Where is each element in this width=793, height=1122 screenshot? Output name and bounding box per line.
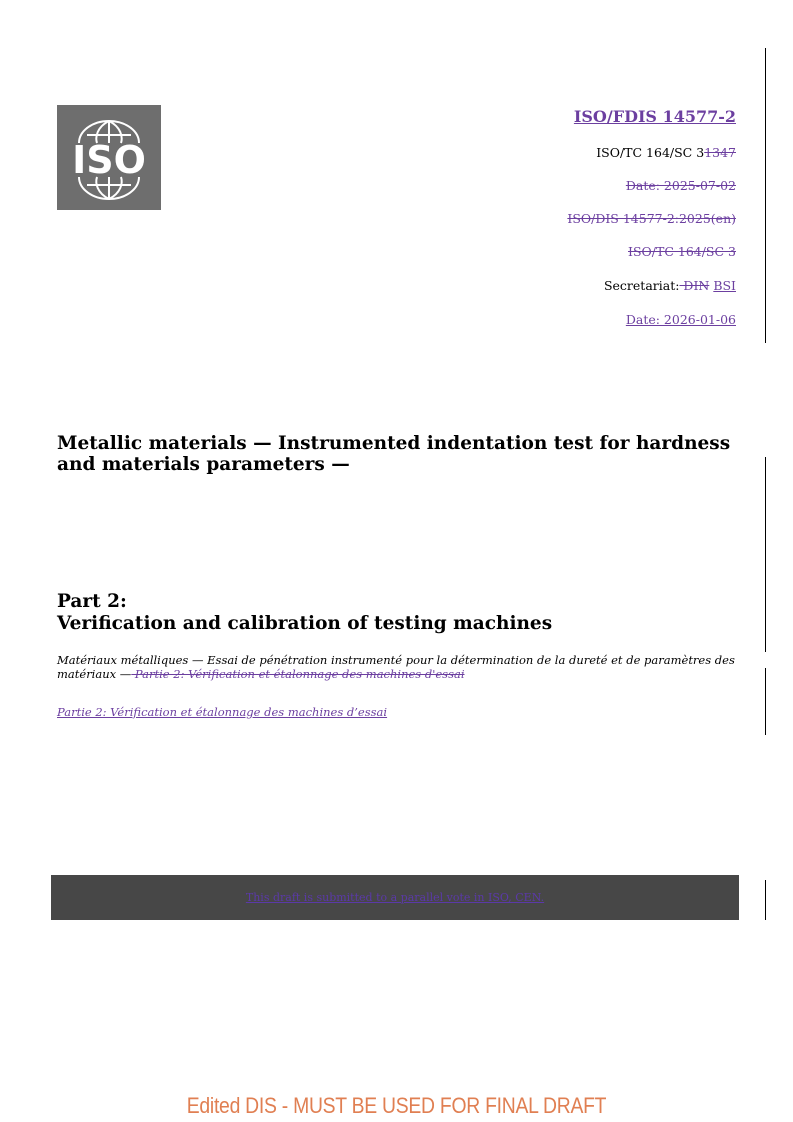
french-title bbox=[57, 653, 747, 681]
old-reference: ISO/DIS 14577-2:2025(en) bbox=[567, 211, 736, 226]
part-title bbox=[57, 591, 747, 635]
iso-logo bbox=[57, 105, 161, 210]
secretariat-label: Secretariat: bbox=[603, 278, 680, 293]
change-bar bbox=[765, 48, 766, 343]
watermark-footer: Edited DIS - MUST BE USED FOR FINAL DRAFT bbox=[186, 1093, 607, 1118]
secretariat-line bbox=[604, 278, 736, 294]
change-bar bbox=[765, 880, 766, 920]
new-date: Date: 2026-01-06 bbox=[625, 312, 736, 327]
french-inserted-part: Partie 2: Vérification et étalonnage des machines d’essai bbox=[57, 705, 388, 719]
secretariat-new: BSI bbox=[713, 278, 736, 293]
french-title-text: Matériaux métalliques — Essai de pénétration instrumenté pour la détermination de la dureté et de paramètres des matériaux — bbox=[57, 653, 735, 681]
old-date: Date: 2025-07-02 bbox=[625, 178, 736, 193]
committee: ISO/TC 164/SC 3 bbox=[596, 145, 705, 160]
committee-line bbox=[596, 145, 736, 161]
document-reference: ISO/FDIS 14577-2 bbox=[573, 107, 736, 126]
draft-notice-band bbox=[51, 875, 739, 920]
change-bar bbox=[765, 457, 766, 652]
secretariat-old: DIN bbox=[679, 278, 710, 293]
globe-icon bbox=[57, 105, 161, 210]
draft-notice-text: This draft is submitted to a parallel vote in ISO, CEN. bbox=[245, 891, 545, 904]
committee-deleted: 1347 bbox=[704, 145, 736, 160]
document-title: Metallic materials — Instrumented indentation test for hardness and materials parameters — bbox=[57, 433, 731, 475]
change-bar bbox=[765, 668, 766, 735]
logo-text: ISO bbox=[72, 138, 146, 182]
old-committee: ISO/TC 164/SC 3 bbox=[628, 244, 736, 259]
french-deleted-part: Partie 2: Vérification et étalonnage des machines d'essai bbox=[131, 667, 465, 681]
part-subtitle: Verification and calibration of testing machines bbox=[57, 613, 553, 634]
part-number: Part 2: bbox=[57, 591, 127, 612]
